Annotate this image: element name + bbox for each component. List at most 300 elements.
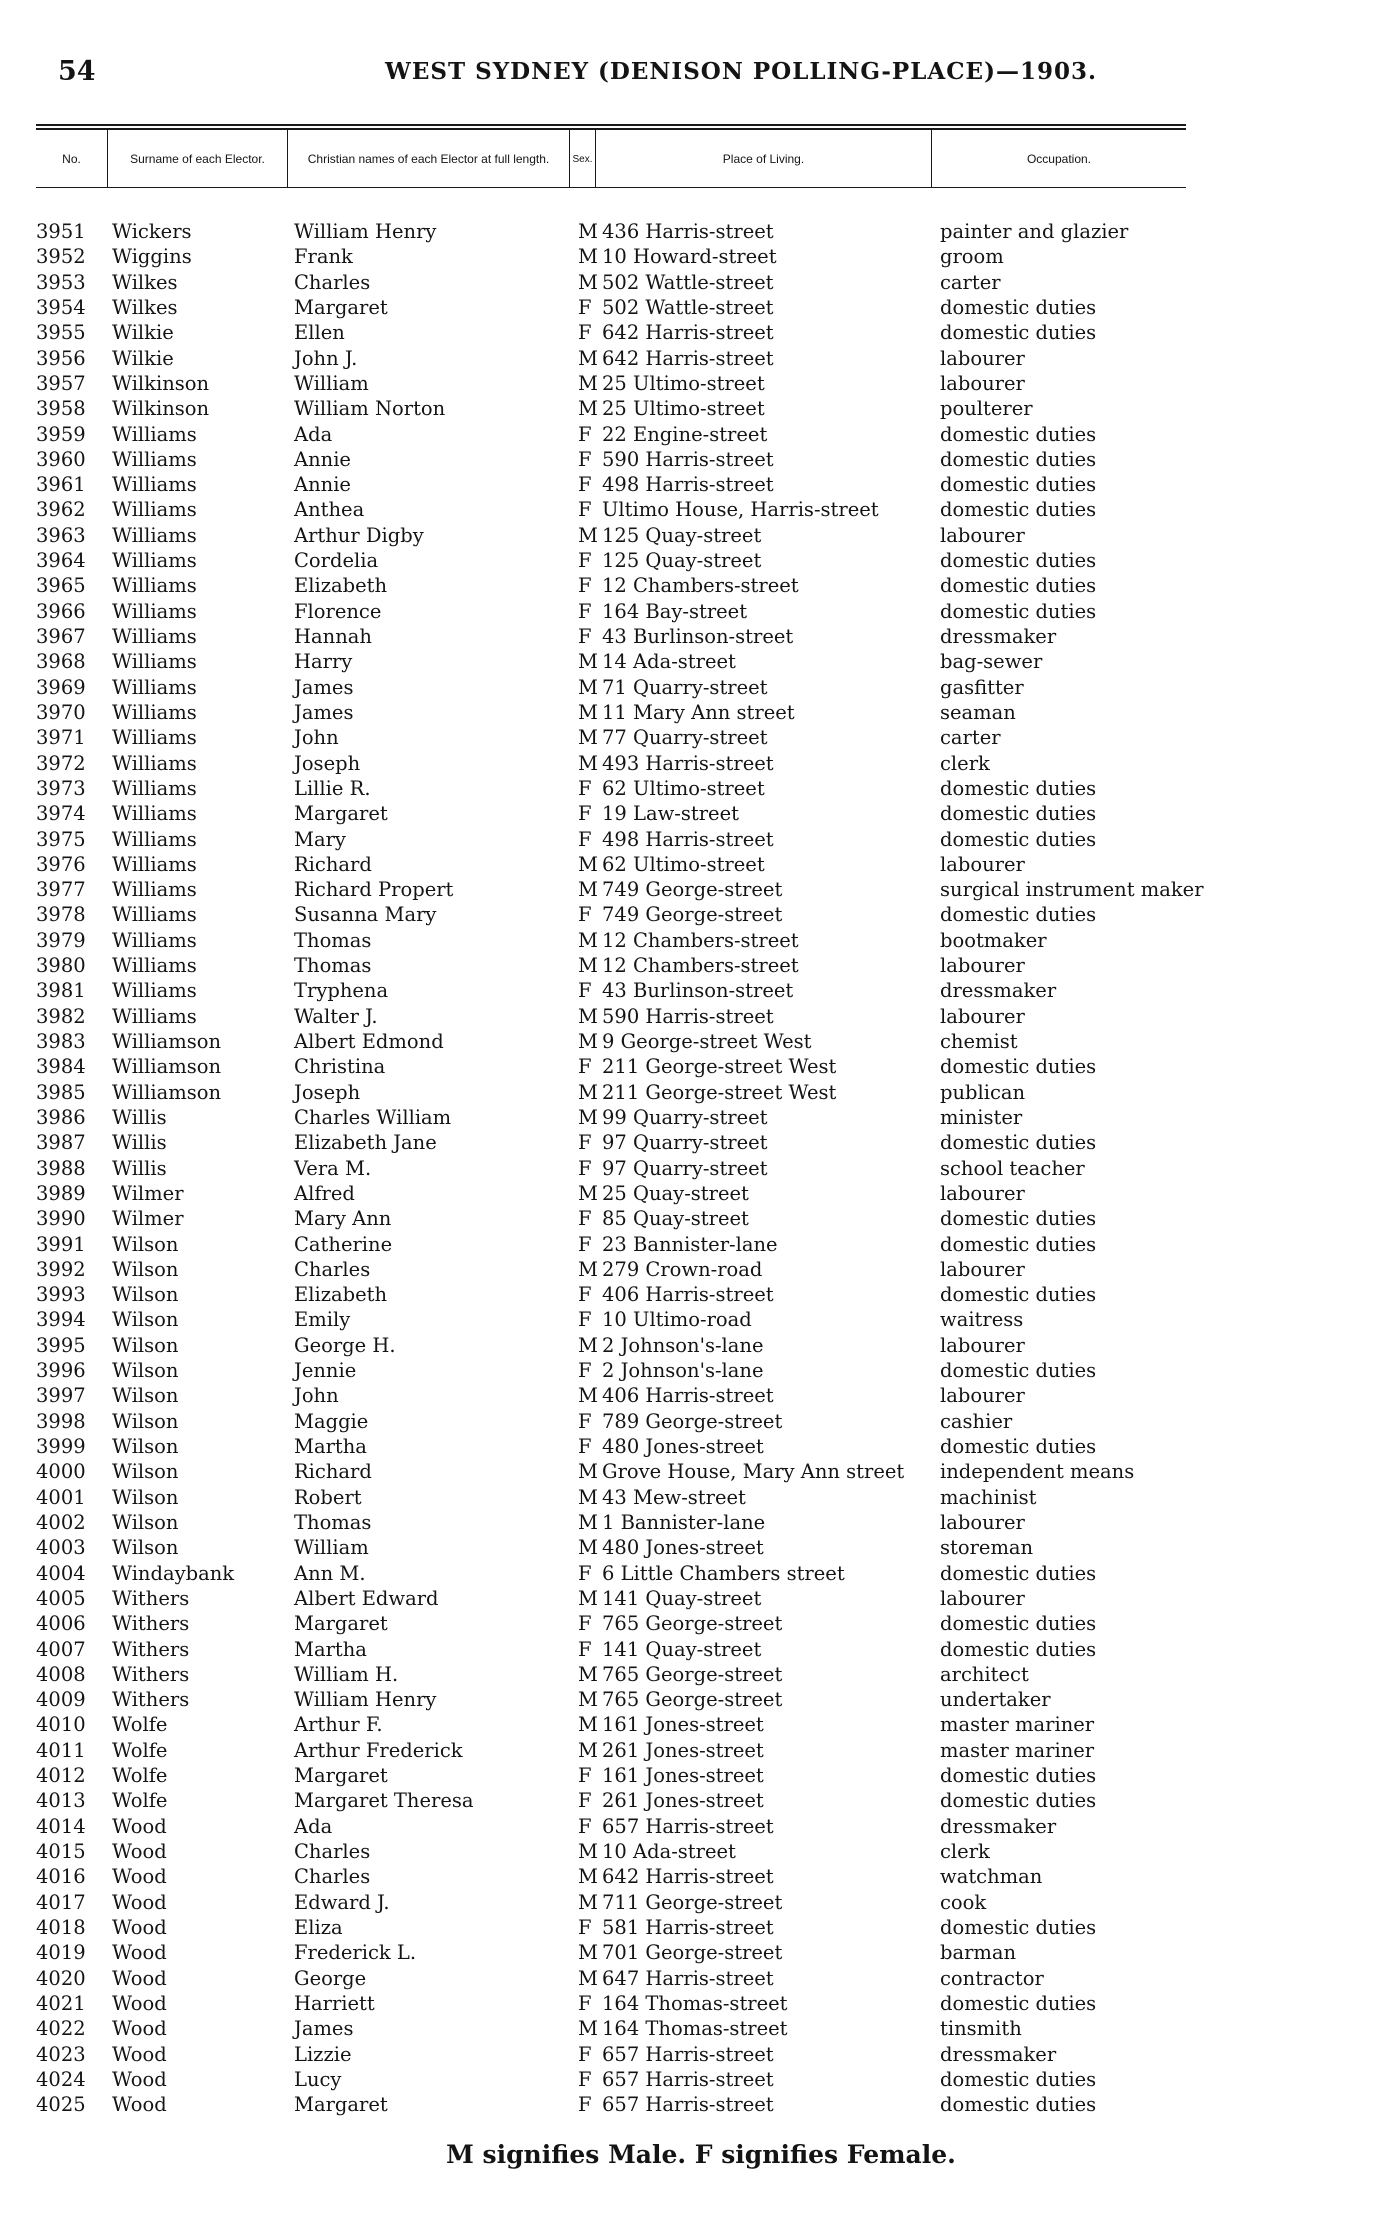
elector-number: 3966 [36, 599, 86, 623]
elector-place: 43 Burlinson-street [602, 979, 794, 1003]
elector-place: 23 Bannister-lane [602, 1232, 778, 1256]
elector-surname: Wolfe [112, 1738, 168, 1762]
elector-place: 12 Chambers-street [602, 928, 799, 952]
elector-sex: F [578, 903, 592, 927]
elector-place: 211 George-street West [602, 1055, 837, 1079]
elector-place: 261 Jones-street [602, 1789, 764, 1813]
page-title [0, 58, 1382, 85]
table-row [36, 827, 1186, 852]
elector-sex: M [578, 1485, 598, 1509]
elector-place: 2 Johnson's-lane [602, 1359, 764, 1383]
elector-number: 4020 [36, 1966, 86, 1990]
elector-place: 711 George-street [602, 1890, 783, 1914]
elector-sex: F [578, 1612, 592, 1636]
table-row [36, 1839, 1186, 1864]
elector-surname: Wood [112, 2017, 167, 2041]
table-row [36, 1738, 1186, 1763]
page-number: 54 [58, 56, 96, 87]
elector-given-names: Elizabeth [294, 574, 388, 598]
elector-number: 3956 [36, 346, 86, 370]
elector-surname: Windaybank [112, 1561, 235, 1585]
elector-place: 749 George-street [602, 878, 783, 902]
elector-occupation: bootmaker [940, 928, 1047, 952]
elector-number: 3972 [36, 751, 86, 775]
elector-sex: M [578, 1966, 598, 1990]
elector-surname: Williams [112, 954, 197, 978]
elector-sex: F [578, 549, 592, 573]
elector-sex: M [578, 650, 598, 674]
elector-number: 3983 [36, 1030, 86, 1053]
table-row [36, 700, 1186, 725]
elector-given-names: Robert [294, 1485, 362, 1509]
elector-sex: F [578, 827, 592, 851]
elector-surname: Wood [112, 2093, 167, 2117]
elector-number: 3998 [36, 1409, 86, 1433]
elector-sex: F [578, 321, 592, 345]
elector-given-names: Frank [294, 245, 353, 269]
elector-given-names: Mary Ann [294, 1207, 392, 1231]
elector-occupation: labourer [940, 1181, 1025, 1205]
elector-surname: Wilkes [112, 270, 178, 294]
elector-surname: Wilson [112, 1257, 179, 1281]
elector-number: 3958 [36, 397, 86, 421]
elector-occupation: domestic duties [940, 1561, 1097, 1585]
elector-surname: Williams [112, 650, 197, 674]
elector-place: 10 Ultimo-road [602, 1308, 752, 1332]
elector-occupation: machinist [940, 1485, 1037, 1509]
elector-number: 4008 [36, 1662, 86, 1686]
elector-given-names: Hannah [294, 625, 372, 648]
table-row [36, 497, 1186, 522]
elector-occupation: domestic duties [940, 1612, 1097, 1636]
elector-place: 789 George-street [602, 1409, 783, 1433]
elector-sex: M [578, 1688, 598, 1712]
elector-number: 3991 [36, 1232, 86, 1256]
elector-given-names: Charles [294, 1257, 371, 1281]
elector-occupation: labourer [940, 954, 1025, 978]
elector-place: 141 Quay-street [602, 1586, 762, 1610]
elector-number: 4022 [36, 2017, 86, 2041]
elector-list [36, 219, 1204, 2117]
elector-surname: Wilson [112, 1308, 179, 1332]
elector-given-names: William H. [294, 1662, 399, 1686]
elector-sex: F [578, 2042, 592, 2066]
elector-sex: M [578, 2017, 598, 2041]
elector-given-names: William Henry [294, 1688, 437, 1712]
elector-place: 480 Jones-street [602, 1435, 764, 1458]
elector-given-names: Annie [294, 447, 351, 471]
table-row [36, 2016, 1186, 2041]
elector-place: 77 Quarry-street [602, 726, 768, 750]
elector-surname: Withers [112, 1688, 190, 1712]
elector-place: 6 Little Chambers street [602, 1561, 845, 1585]
elector-place: Ultimo House, Harris-street [602, 498, 879, 522]
elector-occupation: labourer [940, 1586, 1025, 1610]
elector-surname: Wood [112, 2042, 167, 2066]
elector-sex: F [578, 1435, 592, 1458]
elector-surname: Wilson [112, 1485, 179, 1509]
elector-occupation: architect [940, 1662, 1029, 1686]
table-row [36, 649, 1186, 674]
elector-given-names: Maggie [294, 1409, 369, 1433]
elector-surname: Wilson [112, 1283, 179, 1307]
elector-number: 3996 [36, 1359, 86, 1383]
elector-place: 581 Harris-street [602, 1915, 774, 1939]
elector-given-names: Joseph [294, 1080, 361, 1104]
elector-number: 3959 [36, 422, 86, 446]
elector-place: 406 Harris-street [602, 1384, 774, 1408]
elector-occupation: master mariner [940, 1738, 1095, 1762]
table-row [36, 725, 1186, 750]
elector-number: 4007 [36, 1637, 86, 1661]
elector-occupation: domestic duties [940, 321, 1097, 345]
elector-given-names: Margaret [294, 295, 388, 319]
elector-occupation: surgical instrument maker [940, 878, 1204, 902]
table-row [36, 1991, 1186, 2016]
elector-number: 3954 [36, 295, 86, 319]
elector-place: 642 Harris-street [602, 346, 774, 370]
elector-surname: Williams [112, 549, 197, 573]
elector-surname: Wood [112, 1941, 167, 1965]
elector-occupation: carter [940, 726, 1001, 750]
table-row [36, 953, 1186, 978]
elector-sex: F [578, 295, 592, 319]
elector-occupation: domestic duties [940, 1131, 1097, 1155]
elector-occupation: domestic duties [940, 2093, 1097, 2117]
elector-occupation: labourer [940, 1384, 1025, 1408]
table-row [36, 1383, 1186, 1408]
elector-given-names: Richard [294, 1460, 372, 1484]
elector-occupation: domestic duties [940, 776, 1097, 800]
elector-place: 10 Ada-street [602, 1840, 736, 1863]
elector-occupation: publican [940, 1080, 1026, 1104]
elector-given-names: Alfred [294, 1181, 355, 1205]
elector-given-names: Margaret [294, 1764, 388, 1788]
elector-given-names: Annie [294, 473, 351, 497]
elector-number: 4009 [36, 1688, 86, 1712]
elector-number: 3975 [36, 827, 86, 851]
footer-legend [0, 2140, 1382, 2169]
elector-surname: Wilson [112, 1435, 179, 1458]
elector-sex: F [578, 1232, 592, 1256]
elector-place: 657 Harris-street [602, 2042, 774, 2066]
elector-surname: Williams [112, 422, 197, 446]
elector-place: 161 Jones-street [602, 1713, 764, 1737]
elector-given-names: Frederick L. [294, 1941, 417, 1965]
elector-surname: Wood [112, 2067, 167, 2091]
table-row [36, 2042, 1186, 2067]
elector-sex: F [578, 1789, 592, 1813]
elector-place: 97 Quarry-street [602, 1156, 768, 1180]
elector-sex: M [578, 245, 598, 269]
elector-place: 436 Harris-street [602, 220, 774, 243]
elector-sex: M [578, 270, 598, 294]
elector-place: 22 Engine-street [602, 422, 768, 446]
elector-place: 25 Quay-street [602, 1181, 749, 1205]
elector-number: 3951 [36, 220, 86, 243]
elector-occupation: barman [940, 1941, 1017, 1965]
elector-sex: F [578, 2067, 592, 2091]
elector-number: 3982 [36, 1004, 86, 1028]
elector-sex: F [578, 574, 592, 598]
table-row [36, 371, 1186, 396]
elector-sex: M [578, 1865, 598, 1889]
elector-occupation: independent means [940, 1460, 1135, 1484]
elector-surname: Williams [112, 802, 197, 826]
table-row [36, 1535, 1186, 1560]
elector-given-names: Ada [294, 422, 333, 446]
elector-surname: Withers [112, 1662, 190, 1686]
elector-given-names: George H. [294, 1333, 396, 1357]
elector-number: 4013 [36, 1789, 86, 1813]
elector-number: 3965 [36, 574, 86, 598]
elector-sex: M [578, 726, 598, 750]
elector-number: 3992 [36, 1257, 86, 1281]
elector-occupation: labourer [940, 523, 1025, 547]
elector-given-names: Arthur Digby [294, 523, 424, 547]
elector-place: 11 Mary Ann street [602, 700, 795, 724]
elector-occupation: domestic duties [940, 1207, 1097, 1231]
elector-sex: F [578, 498, 592, 522]
elector-occupation: domestic duties [940, 1789, 1097, 1813]
elector-given-names: Martha [294, 1637, 367, 1661]
table-row [36, 1662, 1186, 1687]
column-header-surname: Surname of each Elector. [108, 130, 288, 188]
elector-surname: Williams [112, 903, 197, 927]
elector-given-names: Ann M. [294, 1561, 366, 1585]
elector-number: 3987 [36, 1131, 86, 1155]
elector-surname: Wilkie [112, 321, 174, 345]
elector-number: 3979 [36, 928, 86, 952]
elector-number: 3973 [36, 776, 86, 800]
table-row [36, 219, 1186, 244]
elector-number: 3962 [36, 498, 86, 522]
elector-sex: F [578, 776, 592, 800]
elector-occupation: clerk [940, 1840, 990, 1863]
table-row [36, 270, 1186, 295]
elector-occupation: watchman [940, 1865, 1043, 1889]
elector-sex: F [578, 802, 592, 826]
elector-given-names: George [294, 1966, 367, 1990]
elector-place: 701 George-street [602, 1941, 783, 1965]
elector-sex: M [578, 1840, 598, 1863]
elector-given-names: Harriett [294, 1991, 375, 2015]
table-row [36, 1080, 1186, 1105]
elector-given-names: Tryphena [294, 979, 389, 1003]
table-row [36, 422, 1186, 447]
table-row [36, 1459, 1186, 1484]
table-row [36, 548, 1186, 573]
elector-surname: Wilson [112, 1460, 179, 1484]
elector-surname: Wilkinson [112, 371, 210, 395]
elector-surname: Wilson [112, 1359, 179, 1383]
elector-place: 99 Quarry-street [602, 1105, 768, 1129]
elector-sex: M [578, 1510, 598, 1534]
elector-place: 10 Howard-street [602, 245, 777, 269]
table-row [36, 1054, 1186, 1079]
elector-number: 4016 [36, 1865, 86, 1889]
elector-surname: Wood [112, 1966, 167, 1990]
table-row [36, 447, 1186, 472]
elector-given-names: Eliza [294, 1915, 343, 1939]
elector-occupation: domestic duties [940, 1283, 1097, 1307]
elector-surname: Williams [112, 1004, 197, 1028]
elector-given-names: Lillie R. [294, 776, 371, 800]
table-row [36, 928, 1186, 953]
table-row [36, 1181, 1186, 1206]
elector-surname: Williams [112, 979, 197, 1003]
elector-surname: Williams [112, 447, 197, 471]
table-row [36, 1282, 1186, 1307]
footer-legend-text: M signifies Male. F signifies Female. [446, 2140, 956, 2169]
elector-number: 4023 [36, 2042, 86, 2066]
table-row [36, 1232, 1186, 1257]
table-row [36, 1940, 1186, 1965]
elector-number: 3989 [36, 1181, 86, 1205]
elector-given-names: John [294, 726, 339, 750]
elector-surname: Wood [112, 1814, 167, 1838]
elector-sex: F [578, 1814, 592, 1838]
elector-given-names: James [294, 675, 354, 699]
elector-number: 3953 [36, 270, 86, 294]
elector-occupation: labourer [940, 1510, 1025, 1534]
column-header-sex: Sex. [570, 130, 596, 188]
elector-surname: Willis [112, 1131, 167, 1155]
elector-given-names: James [294, 700, 354, 724]
elector-surname: Williamson [112, 1030, 222, 1053]
elector-number: 3993 [36, 1283, 86, 1307]
elector-place: 498 Harris-street [602, 827, 774, 851]
elector-place: 480 Jones-street [602, 1536, 764, 1560]
table-row [36, 2067, 1186, 2092]
table-row [36, 902, 1186, 927]
elector-sex: F [578, 1409, 592, 1433]
table-row [36, 751, 1186, 776]
table-row [36, 1004, 1186, 1029]
elector-occupation: domestic duties [940, 1991, 1097, 2015]
elector-place: 502 Wattle-street [602, 270, 774, 294]
elector-surname: Williams [112, 473, 197, 497]
elector-occupation: domestic duties [940, 1637, 1097, 1661]
elector-number: 4001 [36, 1485, 86, 1509]
elector-place: 85 Quay-street [602, 1207, 749, 1231]
elector-sex: M [578, 1384, 598, 1408]
elector-given-names: Arthur F. [294, 1713, 383, 1737]
column-header-place: Place of Living. [596, 130, 932, 188]
elector-number: 3994 [36, 1308, 86, 1332]
elector-place: 19 Law-street [602, 802, 739, 826]
table-row [36, 320, 1186, 345]
elector-surname: Wilson [112, 1333, 179, 1357]
elector-place: 43 Mew-street [602, 1485, 746, 1509]
elector-number: 4000 [36, 1460, 86, 1484]
elector-occupation: domestic duties [940, 1435, 1097, 1458]
elector-occupation: labourer [940, 346, 1025, 370]
elector-sex: F [578, 599, 592, 623]
elector-given-names: Walter J. [294, 1004, 378, 1028]
elector-given-names: Susanna Mary [294, 903, 437, 927]
elector-number: 3967 [36, 625, 86, 648]
elector-surname: Williams [112, 928, 197, 952]
elector-sex: F [578, 1359, 592, 1383]
elector-place: 2 Johnson's-lane [602, 1333, 764, 1357]
elector-sex: M [578, 675, 598, 699]
elector-number: 3960 [36, 447, 86, 471]
elector-given-names: Elizabeth [294, 1283, 388, 1307]
elector-place: 647 Harris-street [602, 1966, 774, 1990]
elector-place: 498 Harris-street [602, 473, 774, 497]
table-row [36, 523, 1186, 548]
table-row [36, 624, 1186, 649]
elector-given-names: Margaret Theresa [294, 1789, 474, 1813]
elector-occupation: domestic duties [940, 1764, 1097, 1788]
elector-given-names: Thomas [294, 1510, 372, 1534]
table-row [36, 1915, 1186, 1940]
elector-given-names: Harry [294, 650, 353, 674]
elector-sex: F [578, 1207, 592, 1231]
elector-sex: F [578, 422, 592, 446]
elector-surname: Wolfe [112, 1713, 168, 1737]
elector-sex: M [578, 1181, 598, 1205]
elector-surname: Wilmer [112, 1207, 184, 1231]
table-row [36, 1130, 1186, 1155]
elector-place: 642 Harris-street [602, 1865, 774, 1889]
elector-sex: F [578, 1915, 592, 1939]
column-header-occupation: Occupation. [1026, 151, 1092, 166]
elector-place: 211 George-street West [602, 1080, 837, 1104]
elector-place: 502 Wattle-street [602, 295, 774, 319]
elector-sex: F [578, 1156, 592, 1180]
table-row [36, 776, 1186, 801]
elector-given-names: Lizzie [294, 2042, 352, 2066]
elector-given-names: Cordelia [294, 549, 379, 573]
table-row [36, 396, 1186, 421]
elector-given-names: Catherine [294, 1232, 393, 1256]
elector-given-names: Emily [294, 1308, 351, 1332]
elector-sex: F [578, 1283, 592, 1307]
elector-given-names: Charles William [294, 1105, 452, 1129]
elector-place: 71 Quarry-street [602, 675, 768, 699]
elector-surname: Williams [112, 523, 197, 547]
elector-given-names: Thomas [294, 928, 372, 952]
elector-place: 62 Ultimo-street [602, 852, 765, 876]
elector-place: 161 Jones-street [602, 1764, 764, 1788]
elector-number: 3985 [36, 1080, 86, 1104]
table-row [36, 1257, 1186, 1282]
elector-surname: Wolfe [112, 1789, 168, 1813]
elector-sex: M [578, 1586, 598, 1610]
table-row [36, 1510, 1186, 1535]
elector-given-names: Margaret [294, 2093, 388, 2117]
elector-given-names: Christina [294, 1055, 386, 1079]
elector-surname: Williams [112, 726, 197, 750]
table-row [36, 1611, 1186, 1636]
elector-given-names: John [294, 1384, 339, 1408]
elector-surname: Williamson [112, 1080, 222, 1104]
table-row [36, 1788, 1186, 1813]
elector-sex: F [578, 1131, 592, 1155]
elector-place: 657 Harris-street [602, 2067, 774, 2091]
elector-occupation: poulterer [940, 397, 1033, 421]
elector-number: 3980 [36, 954, 86, 978]
elector-number: 4015 [36, 1840, 86, 1863]
elector-place: 657 Harris-street [602, 2093, 774, 2117]
elector-surname: Wilson [112, 1384, 179, 1408]
elector-occupation: dressmaker [940, 625, 1057, 648]
elector-number: 4012 [36, 1764, 86, 1788]
elector-surname: Williams [112, 675, 197, 699]
elector-number: 3963 [36, 523, 86, 547]
